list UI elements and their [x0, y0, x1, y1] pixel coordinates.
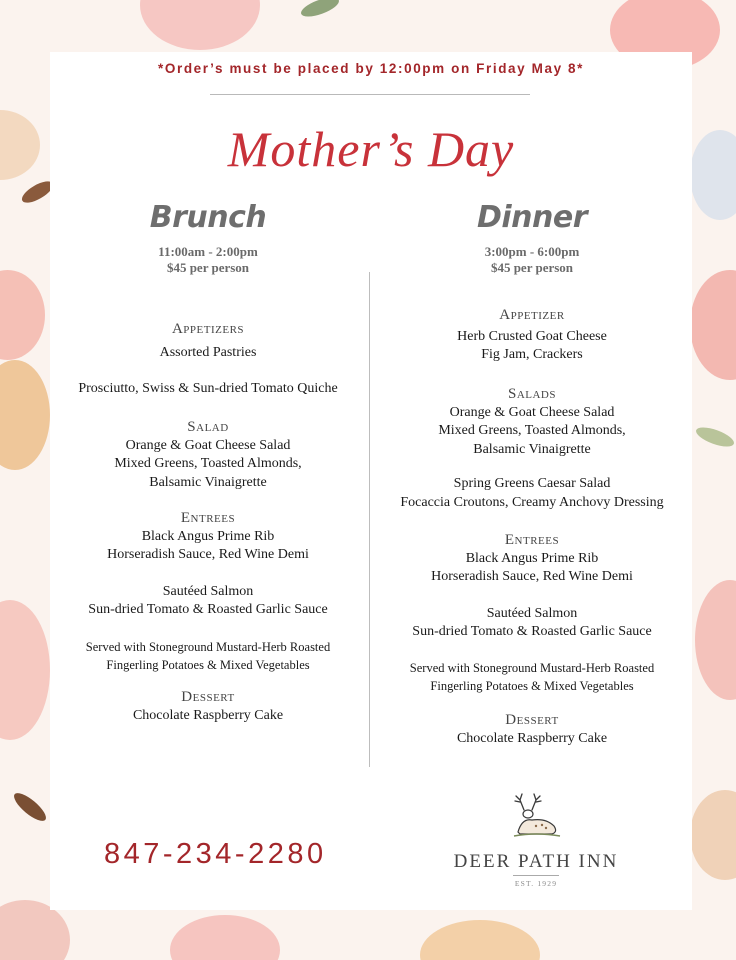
order-deadline-notice: *Order’s must be placed by 12:00pm on Friday May 8*: [158, 61, 584, 76]
deer-path-inn-logo: [436, 792, 636, 888]
menu-item: Horseradish Sauce, Red Wine Demi: [431, 569, 633, 584]
menu-note: Fingerling Potatoes & Mixed Vegetables: [430, 679, 634, 693]
menu-item: Sun-dried Tomato & Roasted Garlic Sauce: [88, 602, 328, 617]
menu-item: Orange & Goat Cheese Salad: [125, 437, 291, 453]
menu-item: Focaccia Croutons, Creamy Anchovy Dressing: [400, 494, 664, 510]
section-label: Appetizers: [171, 321, 245, 337]
dinner-heading: Dinner: [476, 200, 588, 235]
logo-established: EST. 1929: [514, 879, 558, 888]
menu-item: Sautéed Salmon: [162, 583, 254, 599]
flower-decoration: [690, 790, 736, 880]
dinner-entrees: [382, 531, 682, 642]
dinner-appetizer: [382, 306, 682, 365]
top-divider: [210, 94, 530, 95]
menu-card: [50, 52, 692, 910]
brunch-entrees: [58, 509, 358, 620]
leaf-decoration: [299, 0, 341, 20]
menu-item: Prosciutto, Swiss & Sun-dried Tomato Quiche: [78, 381, 338, 396]
column-divider: [369, 272, 370, 767]
brunch-salad: [58, 418, 358, 492]
menu-item: Assorted Pastries: [159, 344, 257, 360]
dinner-served-with: [382, 659, 682, 695]
page-title: Mother’s Day: [227, 121, 515, 177]
logo-rule: [513, 875, 559, 876]
logo-name: DEER PATH INN: [453, 851, 619, 872]
brunch-time: 11:00am - 2:00pm: [158, 244, 258, 259]
dinner-time: 3:00pm - 6:00pm: [484, 244, 580, 259]
brunch-appetizers: [58, 320, 358, 399]
menu-item: Horseradish Sauce, Red Wine Demi: [107, 547, 309, 562]
menu-item: Spring Greens Caesar Salad: [453, 476, 611, 491]
brunch-heading: Brunch: [149, 200, 267, 235]
dinner-salads: [382, 385, 682, 512]
section-label: Entrees: [504, 532, 560, 548]
section-label: Dessert: [505, 712, 559, 728]
menu-item: Chocolate Raspberry Cake: [456, 730, 608, 746]
flower-decoration: [0, 110, 40, 180]
dinner-price: $45 per person: [490, 260, 574, 275]
section-label: Salads: [507, 386, 556, 402]
flower-decoration: [695, 580, 736, 700]
menu-item: Black Angus Prime Rib: [141, 528, 275, 544]
brunch-served-with: [58, 638, 358, 674]
menu-note: Served with Stoneground Mustard-Herb Roasted: [85, 640, 331, 654]
phone-number: 847-234-2280: [104, 838, 327, 870]
menu-item: Sautéed Salmon: [486, 605, 578, 621]
dinner-hours: [382, 244, 682, 276]
menu-item: Sun-dried Tomato & Roasted Garlic Sauce: [412, 624, 652, 639]
flower-decoration: [0, 360, 50, 470]
section-label: Appetizer: [499, 307, 565, 323]
section-label: Entrees: [180, 510, 236, 526]
flower-decoration: [690, 270, 736, 380]
section-label: Dessert: [181, 689, 235, 705]
menu-item: Fig Jam, Crackers: [481, 347, 583, 362]
menu-item: Mixed Greens, Toasted Almonds,: [438, 423, 626, 438]
menu-item: Black Angus Prime Rib: [465, 550, 599, 566]
brunch-hours: [58, 244, 358, 276]
menu-item: Mixed Greens, Toasted Almonds,: [114, 456, 302, 471]
menu-item: Herb Crusted Goat Cheese: [457, 328, 607, 344]
dinner-dessert: [382, 711, 682, 748]
menu-item: Balsamic Vinaigrette: [149, 474, 267, 490]
brunch-dessert: [58, 688, 358, 725]
flower-decoration: [140, 0, 260, 50]
menu-note: Fingerling Potatoes & Mixed Vegetables: [106, 658, 310, 672]
section-label: Salad: [187, 419, 229, 435]
brunch-price: $45 per person: [166, 260, 250, 275]
menu-item: Balsamic Vinaigrette: [473, 441, 591, 457]
flower-decoration: [420, 920, 540, 960]
flower-decoration: [0, 600, 50, 740]
leaf-decoration: [694, 424, 736, 451]
flower-decoration: [0, 270, 45, 360]
flower-decoration: [690, 130, 736, 220]
menu-item: Orange & Goat Cheese Salad: [449, 404, 615, 420]
menu-note: Served with Stoneground Mustard-Herb Roasted: [409, 661, 655, 675]
leaf-decoration: [10, 789, 50, 825]
flower-decoration: [170, 915, 280, 960]
deer-icon: [506, 792, 566, 842]
menu-item: Chocolate Raspberry Cake: [132, 707, 284, 723]
